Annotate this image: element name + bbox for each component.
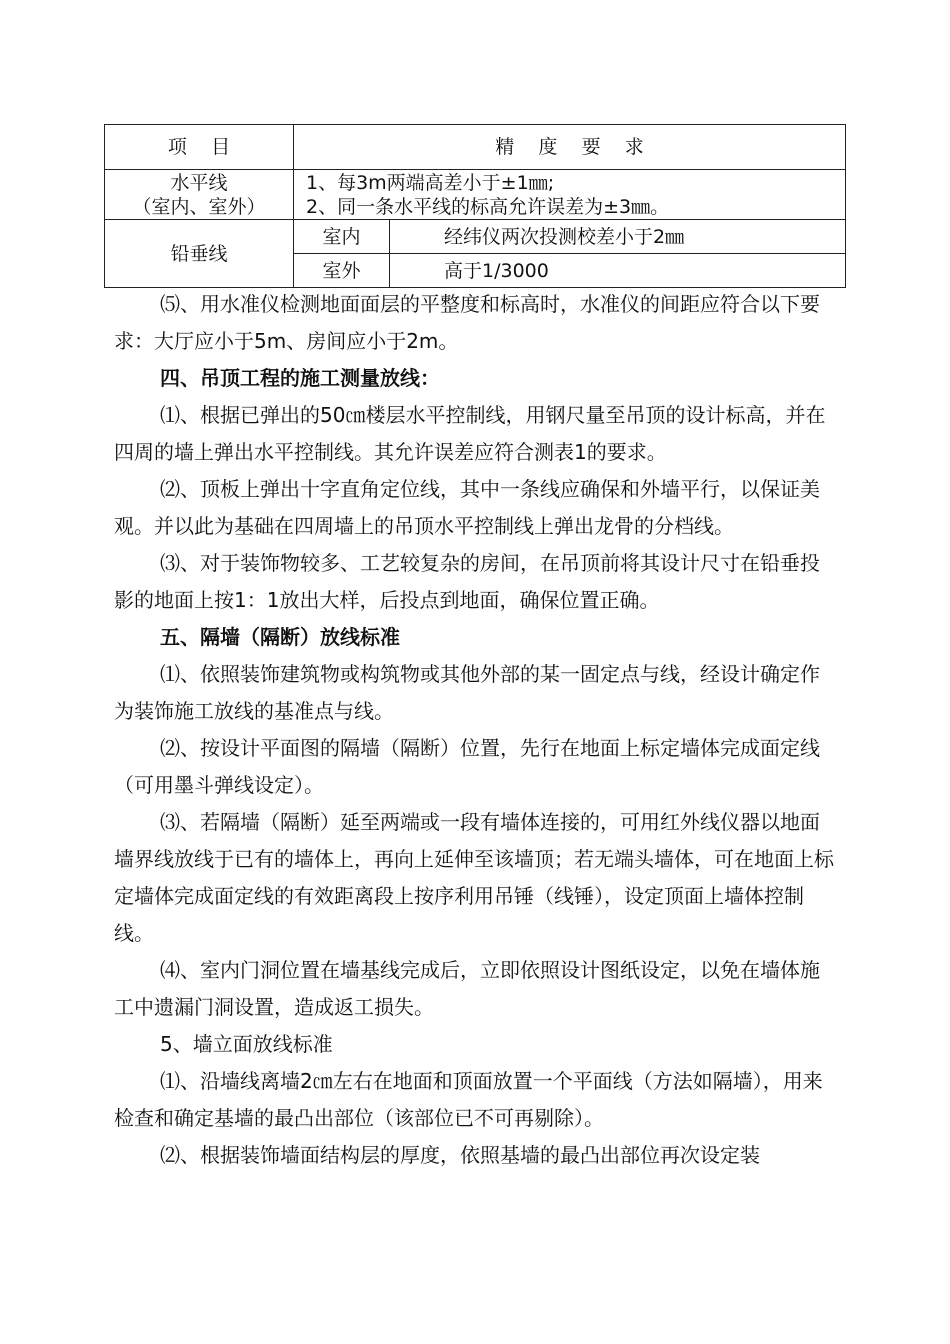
paragraph-ceiling-2: ⑵、顶板上弹出十字直角定位线，其中一条线应确保和外墙平行，以保证美观。并以此为基础在四周墙上的吊顶水平控制线上弹出龙骨的分档线。: [114, 477, 820, 538]
paragraph-level-check: ⑸、用水准仪检测地面面层的平整度和标高时，水准仪的间距应符合以下要求：大厅应小于5m、房间应小于2m。: [114, 292, 820, 353]
body-text: [114, 286, 834, 1174]
horizontal-req-cell: [294, 170, 846, 220]
paragraph-ceiling-1: ⑴、根据已弹出的50㎝楼层水平控制线，用钢尺量至吊顶的设计标高，并在四周的墙上弹出水平控制线。其允许误差应符合测表1的要求。: [114, 403, 826, 464]
plumb-label: 铅垂线: [170, 242, 228, 265]
outdoor-label-cell: [294, 254, 390, 288]
horizontal-label-cell: [105, 170, 294, 220]
precision-table: [104, 124, 846, 288]
plumb-label-cell: [105, 220, 294, 288]
indoor-label-cell: [294, 220, 390, 254]
table-row-plumb-indoor: [105, 220, 846, 254]
header-requirement-cell: [294, 125, 846, 170]
paragraph-partition-2: ⑵、按设计平面图的隔墙（隔断）位置，先行在地面上标定墙体完成面定线（可用墨斗弹线设定）。: [114, 736, 820, 797]
horizontal-label-line1: 水平线: [170, 171, 228, 194]
header-item: 项 目: [167, 136, 231, 158]
paragraph-ceiling-3: ⑶、对于装饰物较多、工艺较复杂的房间，在吊顶前将其设计尺寸在铅垂投影的地面上按1：1放出大样，后投点到地面，确保位置正确。: [114, 551, 820, 612]
horizontal-req-line1: 1、每3m两端高差小于±1㎜;: [306, 171, 555, 194]
outdoor-value: 高于1/3000: [444, 259, 549, 282]
table-row-horizontal: [105, 170, 846, 220]
table-header-row: [105, 125, 846, 170]
paragraph-wall-1: ⑴、沿墙线离墙2㎝左右在地面和顶面放置一个平面线（方法如隔墙），用来检查和确定基墙的最凸出部位（该部位已不可再剔除）。: [114, 1069, 823, 1130]
heading-ceiling-layout: 四、吊顶工程的施工测量放线：: [160, 366, 440, 390]
paragraph-partition-4: ⑷、室内门洞位置在墙基线完成后，立即依照设计图纸设定，以免在墙体施工中遗漏门洞设置，造成返工损失。: [114, 958, 820, 1019]
outdoor-value-cell: [390, 254, 846, 288]
paragraph-wall-2: ⑵、根据装饰墙面结构层的厚度，依照基墙的最凸出部位再次设定装: [160, 1143, 760, 1167]
paragraph-partition-1: ⑴、依照装饰建筑物或构筑物或其他外部的某一固定点与线，经设计确定作为装饰施工放线的基准点与线。: [114, 662, 820, 723]
heading-wall-elevation: 5、墙立面放线标准: [160, 1032, 333, 1056]
heading-partition-layout: 五、隔墙（隔断）放线标准: [160, 625, 400, 649]
outdoor-label: 室外: [322, 259, 361, 282]
indoor-label: 室内: [322, 225, 361, 248]
indoor-value-cell: [390, 220, 846, 254]
indoor-value: 经纬仪两次投测校差小于2㎜: [444, 225, 685, 248]
header-item-cell: [105, 125, 294, 170]
paragraph-partition-3: ⑶、若隔墙（隔断）延至两端或一段有墙体连接的，可用红外线仪器以地面墙界线放线于已有的墙体上，再向上延伸至该墙顶；若无端头墙体，可在地面上标定墙体完成面定线的有效距离段上按序利用吊锤（线锤），设定顶面上墙体控制线。: [114, 810, 834, 945]
horizontal-label-line2: （室内、室外）: [132, 195, 266, 218]
horizontal-req-line2: 2、同一条水平线的标高允许误差为±3㎜。: [306, 195, 670, 218]
header-requirement: 精 度 要 求: [495, 136, 644, 158]
